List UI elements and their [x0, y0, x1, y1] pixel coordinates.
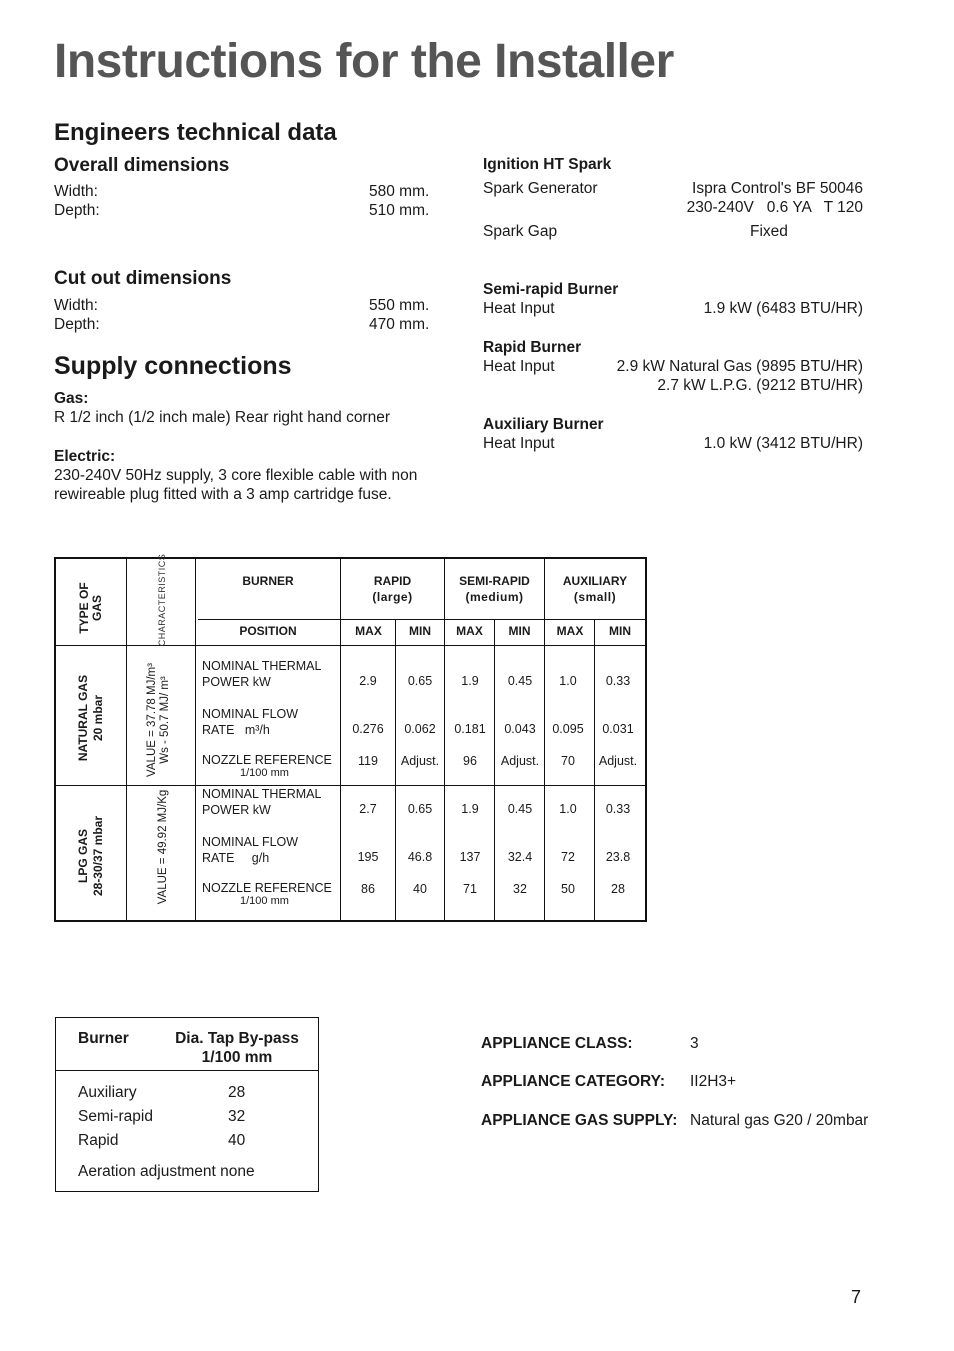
- table-cell: 0.65: [407, 674, 433, 688]
- page-title: Instructions for the Installer: [54, 35, 674, 88]
- table-divider: [198, 619, 645, 620]
- overall-dimensions-heading: Overall dimensions: [54, 155, 230, 176]
- label-line: POWER kW: [202, 803, 271, 817]
- table-cell: 2.7: [359, 802, 377, 816]
- rapid-header: RAPID: [373, 574, 412, 588]
- semi-rapid-sub-header: (medium): [465, 590, 524, 604]
- spark-generator-line-1: Ispra Control's BF 50046: [692, 180, 863, 197]
- bypass-row-value: 32: [228, 1108, 246, 1125]
- label-line: NOZZLE REFERENCE: [202, 881, 332, 895]
- ignition-heading: Ignition HT Spark: [483, 156, 612, 173]
- table-cell: 0.45: [507, 674, 533, 688]
- table-divider: [444, 559, 445, 920]
- bypass-row-value: 28: [228, 1084, 246, 1101]
- natural-gas-type: [76, 653, 106, 783]
- natural-gas-type-line-2: 20 mbar: [91, 694, 105, 742]
- table-cell: 0.031: [602, 722, 634, 736]
- auxiliary-header: AUXILIARY: [562, 574, 628, 588]
- table-cell: 1.0: [559, 674, 577, 688]
- table-cell: 50: [561, 882, 575, 896]
- overall-depth-value: 510 mm.: [369, 202, 430, 219]
- table-cell: 137: [459, 850, 481, 864]
- bypass-unit-header: 1/100 mm: [201, 1049, 273, 1066]
- table-divider: [340, 559, 341, 920]
- bypass-row-burner: Rapid: [78, 1132, 119, 1149]
- label-line: POWER kW: [202, 675, 271, 689]
- table-cell: 1.9: [461, 802, 479, 816]
- type-of-gas-text: TYPE OF GAS: [77, 582, 104, 634]
- table-cell: 1.9: [461, 674, 479, 688]
- spark-generator-label: Spark Generator: [483, 180, 598, 197]
- bypass-note: Aeration adjustment none: [78, 1163, 255, 1180]
- lpg-nominal-thermal-label: [202, 786, 321, 818]
- ng-nominal-flow-label: [202, 706, 298, 738]
- rapid-min-header: MIN: [409, 624, 431, 638]
- lpg-gas-type: [76, 791, 106, 921]
- table-cell: 40: [413, 882, 427, 896]
- table-cell: Adjust.: [598, 754, 638, 768]
- table-cell: 1.0: [559, 802, 577, 816]
- semi-min-header: MIN: [508, 624, 531, 638]
- lpg-characteristics: VALUE = 49.92 MJ/Kg: [157, 789, 169, 905]
- table-cell: Adjust.: [400, 754, 440, 768]
- label-line: NOMINAL THERMAL: [202, 787, 322, 801]
- lpg-type-line-1: LPG GAS: [76, 829, 90, 884]
- natural-gas-characteristics: [146, 655, 172, 785]
- auxiliary-label: Heat Input: [483, 435, 555, 452]
- spark-gap-label: Spark Gap: [483, 223, 558, 240]
- cutout-width-value: 550 mm.: [369, 297, 430, 314]
- table-cell: 46.8: [407, 850, 433, 864]
- semi-rapid-heading: Semi-rapid Burner: [483, 281, 619, 298]
- page-number: 7: [851, 1287, 862, 1307]
- type-of-gas-header: [78, 558, 104, 658]
- bypass-burner-header: Burner: [78, 1030, 129, 1047]
- lpg-nozzle-label: [202, 882, 332, 908]
- electric-line-2: rewireable plug fitted with a 3 amp cartridge fuse.: [54, 486, 392, 503]
- cutout-depth-label: Depth:: [54, 316, 100, 333]
- table-cell: 0.33: [605, 674, 631, 688]
- bypass-table: [55, 1017, 319, 1192]
- semi-rapid-value: 1.9 kW (6483 BTU/HR): [703, 300, 863, 317]
- rapid-heading: Rapid Burner: [483, 339, 582, 356]
- natural-gas-char-line-1: VALUE = 37.78 MJ/m³: [146, 663, 158, 777]
- cutout-width-label: Width:: [54, 297, 98, 314]
- gas-label: Gas:: [54, 390, 89, 407]
- table-cell: 0.181: [454, 722, 486, 736]
- table-cell: Adjust.: [500, 754, 540, 768]
- table-cell: 28: [611, 882, 625, 896]
- label-line: RATE g/h: [202, 851, 270, 865]
- table-cell: 96: [463, 754, 477, 768]
- label-line: 1/100 mm: [240, 767, 289, 779]
- table-cell: 70: [561, 754, 575, 768]
- rapid-sub-header: (large): [372, 590, 413, 604]
- cutout-depth-value: 470 mm.: [369, 316, 430, 333]
- natural-gas-type-line-1: NATURAL GAS: [76, 674, 90, 762]
- table-cell: 0.062: [404, 722, 436, 736]
- overall-width-value: 580 mm.: [369, 183, 430, 200]
- table-cell: 0.65: [407, 802, 433, 816]
- label-line: 1/100 mm: [240, 895, 289, 907]
- label-line: RATE m³/h: [202, 723, 270, 737]
- table-cell: 119: [358, 754, 378, 768]
- aux-min-header: MIN: [609, 624, 631, 638]
- table-divider: [195, 559, 196, 920]
- table-cell: 71: [463, 882, 477, 896]
- semi-max-header: MAX: [456, 624, 483, 638]
- burner-header: BURNER: [242, 574, 294, 588]
- auxiliary-sub-header: (small): [573, 590, 617, 604]
- label-line: NOMINAL FLOW: [202, 835, 299, 849]
- bypass-divider: [56, 1070, 318, 1071]
- rapid-value-1: 2.9 kW Natural Gas (9895 BTU/HR): [616, 358, 863, 375]
- overall-width-label: Width:: [54, 183, 98, 200]
- appliance-gas-supply-value: Natural gas G20 / 20mbar: [690, 1112, 869, 1129]
- semi-rapid-header: SEMI-RAPID: [459, 574, 530, 588]
- rapid-label: Heat Input: [483, 358, 555, 375]
- table-cell: 32: [513, 882, 527, 896]
- gas-data-table: [54, 553, 647, 922]
- table-divider: [126, 559, 127, 920]
- bypass-row-burner: Auxiliary: [78, 1084, 137, 1101]
- ng-nominal-thermal-label: [202, 658, 321, 690]
- bypass-row-value: 40: [228, 1132, 246, 1149]
- table-cell: 0.276: [352, 722, 384, 736]
- table-divider: [544, 559, 545, 920]
- cutout-dimensions-heading: Cut out dimensions: [54, 268, 232, 289]
- overall-depth-label: Depth:: [54, 202, 100, 219]
- table-divider: [56, 785, 645, 786]
- rapid-value-2: 2.7 kW L.P.G. (9212 BTU/HR): [657, 377, 863, 394]
- table-divider: [56, 645, 645, 646]
- appliance-category-value: II2H3+: [690, 1073, 737, 1090]
- auxiliary-heading: Auxiliary Burner: [483, 416, 604, 433]
- semi-rapid-label: Heat Input: [483, 300, 555, 317]
- natural-gas-char-line-2: Ws - 50.7 MJ/ m³: [159, 676, 171, 764]
- characteristics-header: CHARACTERISTICS: [157, 553, 167, 647]
- position-header: POSITION: [239, 624, 297, 638]
- table-divider: [494, 619, 495, 920]
- table-cell: 0.095: [552, 722, 584, 736]
- lpg-type-line-2: 28-30/37 mbar: [91, 815, 105, 897]
- table-cell: 2.9: [359, 674, 377, 688]
- table-divider: [594, 619, 595, 920]
- bypass-dia-header: Dia. Tap By-pass: [175, 1030, 299, 1047]
- appliance-category-label: APPLIANCE CATEGORY:: [481, 1073, 665, 1090]
- table-cell: 0.043: [504, 722, 536, 736]
- auxiliary-value: 1.0 kW (3412 BTU/HR): [703, 435, 863, 452]
- aux-max-header: MAX: [556, 624, 584, 638]
- label-line: NOZZLE REFERENCE: [202, 753, 332, 767]
- appliance-class-label: APPLIANCE CLASS:: [481, 1035, 633, 1052]
- table-cell: 86: [361, 882, 375, 896]
- label-line: NOMINAL FLOW: [202, 707, 299, 721]
- engineers-data-heading: Engineers technical data: [54, 119, 337, 146]
- table-cell: 72: [561, 850, 575, 864]
- table-cell: 32.4: [507, 850, 533, 864]
- supply-connections-heading: Supply connections: [54, 352, 292, 380]
- table-cell: 0.33: [605, 802, 631, 816]
- bypass-row-burner: Semi-rapid: [78, 1108, 153, 1125]
- ng-nozzle-label: [202, 754, 332, 780]
- lpg-nominal-flow-label: [202, 834, 298, 866]
- spark-generator-line-2: 230-240V 0.6 YA T 120: [686, 199, 863, 216]
- electric-line-1: 230-240V 50Hz supply, 3 core flexible cable with non: [54, 467, 418, 484]
- table-cell: 0.45: [507, 802, 533, 816]
- appliance-class-value: 3: [690, 1035, 699, 1052]
- appliance-gas-supply-label: APPLIANCE GAS SUPPLY:: [481, 1112, 678, 1129]
- table-cell: 23.8: [605, 850, 631, 864]
- label-line: NOMINAL THERMAL: [202, 659, 322, 673]
- spark-gap-value: Fixed: [750, 223, 788, 240]
- table-cell: 195: [357, 850, 379, 864]
- table-divider: [395, 619, 396, 920]
- gas-text: R 1/2 inch (1/2 inch male) Rear right hand corner: [54, 409, 390, 426]
- electric-label: Electric:: [54, 448, 116, 465]
- rapid-max-header: MAX: [355, 624, 382, 638]
